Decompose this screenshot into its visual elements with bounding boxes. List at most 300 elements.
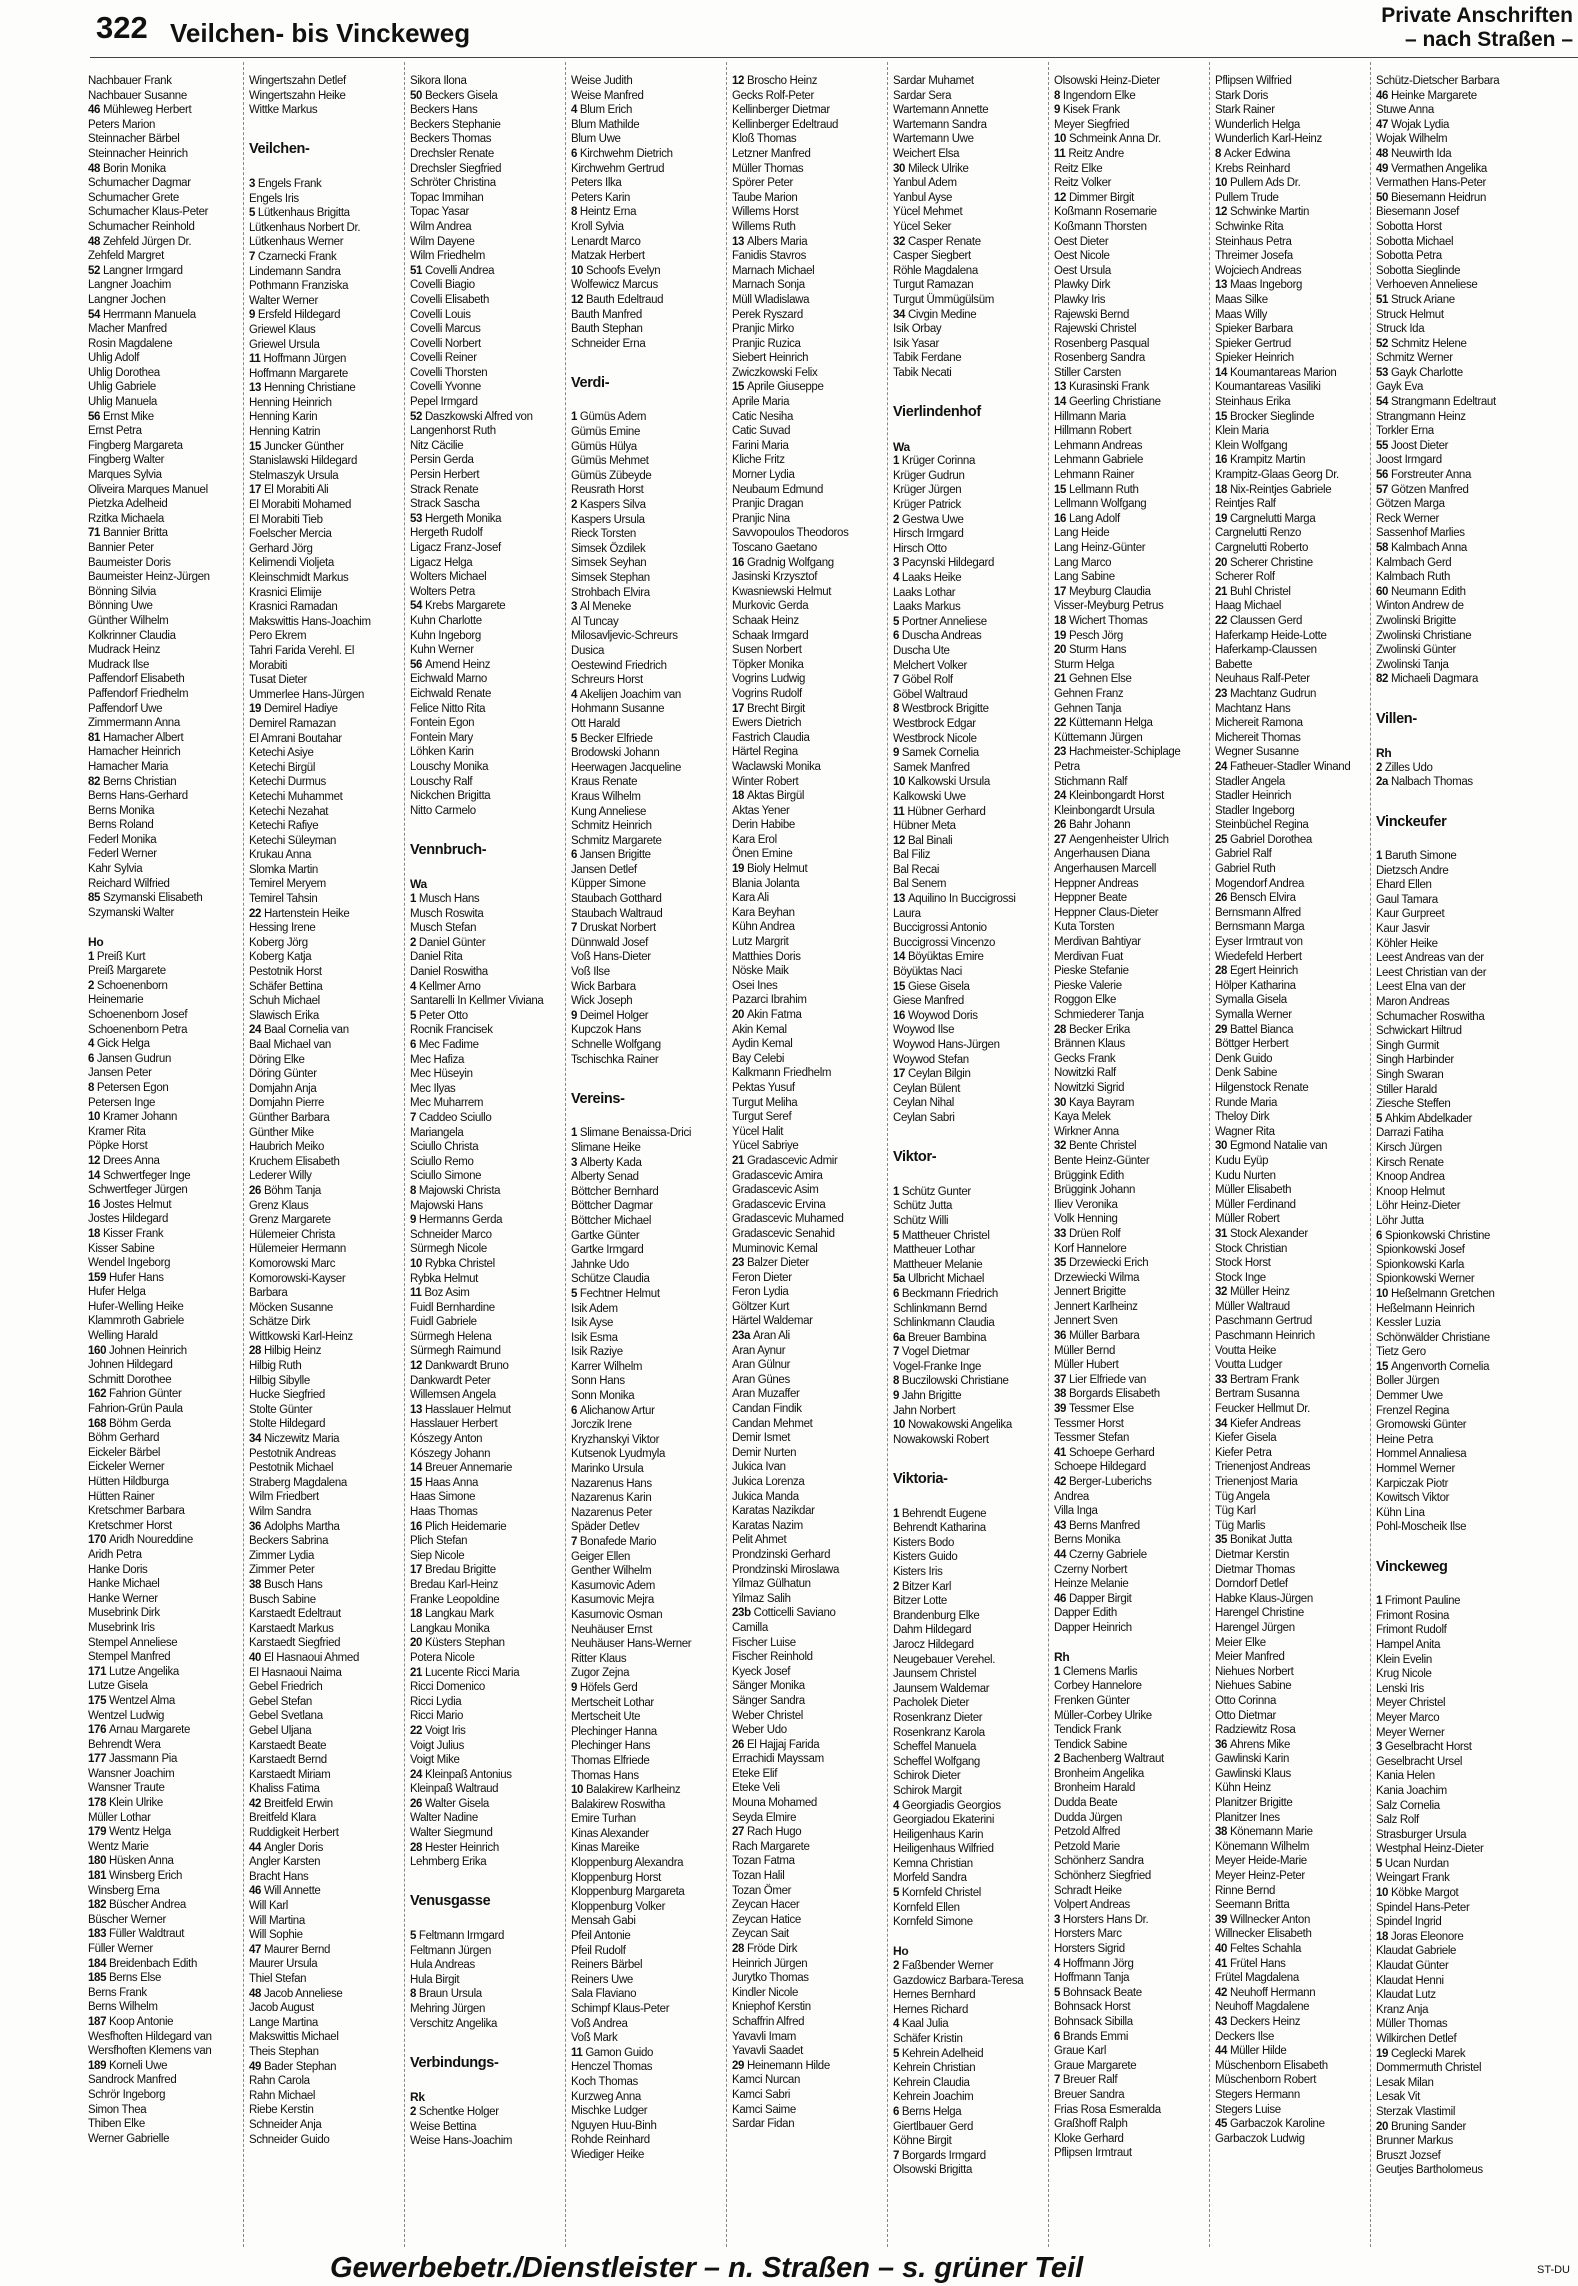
resident-entry: Makswittis Michael: [249, 2031, 339, 2044]
resident-entry: Frimont Rudolf: [1376, 1624, 1447, 1637]
resident-entry: Hula Andreas: [410, 1959, 475, 1972]
resident-entry: 26 El Hajjaj Farida: [732, 1738, 820, 1751]
resident-entry: Zimmermann Anna: [88, 717, 180, 730]
resident-entry: Reitz Elke: [1054, 162, 1103, 175]
resident-entry: Griewel Klaus: [249, 323, 316, 336]
resident-entry: Tusat Dieter: [249, 674, 308, 687]
resident-entry: Will Karl: [249, 1900, 289, 1913]
resident-entry: Hufer Helga: [88, 1286, 146, 1299]
resident-entry: Pranjic Dragan: [732, 498, 804, 511]
resident-entry: [1376, 1535, 1526, 1550]
resident-entry: 168 Böhm Gerda: [88, 1417, 171, 1430]
resident-entry: Demirel Ramazan: [249, 717, 336, 730]
resident-entry: Mec Muharrem: [410, 1097, 484, 1110]
resident-entry: Kaur Jasvir: [1376, 923, 1430, 936]
resident-entry: 21 Buhl Christel: [1215, 585, 1291, 598]
resident-entry: Kószegy Johann: [410, 1447, 491, 1460]
resident-entry: 30 Kaya Bayram: [1054, 1096, 1135, 1109]
resident-entry: 46 Mühleweg Herbert: [88, 104, 192, 117]
resident-entry: Hessing Irene: [249, 922, 316, 935]
resident-entry: [1376, 732, 1526, 747]
resident-entry: 20 Sturm Hans: [1054, 644, 1127, 657]
resident-entry: 22 Claussen Gerd: [1215, 614, 1303, 627]
resident-entry: Lang Marco: [1054, 556, 1112, 569]
resident-entry: Ziesche Steffen: [1376, 1098, 1451, 1111]
resident-entry: Hernes Bernhard: [893, 1989, 976, 2002]
resident-entry: 6 Brands Emmi: [1054, 2030, 1129, 2043]
resident-entry: 3 Engels Frank: [249, 177, 322, 190]
resident-entry: 15 Aprile Giuseppe: [732, 381, 824, 394]
resident-entry: Yilmaz Gülhatun: [732, 1578, 811, 1591]
resident-entry: Candan Findik: [732, 1403, 802, 1416]
resident-entry: Tüg Angela: [1215, 1490, 1270, 1503]
resident-entry: Hasslauer Herbert: [410, 1418, 498, 1431]
resident-entry: Schaffrin Alfred: [732, 2015, 805, 2028]
resident-entry: Geiger Ellen: [571, 1550, 631, 1563]
resident-entry: Müller Hubert: [1054, 1359, 1119, 1372]
resident-entry: Gradascevic Asim: [732, 1184, 819, 1197]
resident-entry: 10 Heßelmann Gretchen: [1376, 1287, 1495, 1300]
resident-entry: [410, 2031, 560, 2046]
resident-entry: 12 Bauth Edeltraud: [571, 293, 664, 306]
resident-entry: Ernst Petra: [88, 425, 142, 438]
resident-entry: Welling Harald: [88, 1330, 158, 1343]
resident-entry: Macher Manfred: [88, 323, 167, 336]
resident-entry: Covelli Norbert: [410, 337, 481, 350]
resident-entry: 5 Kehrein Adelheid: [893, 2047, 984, 2060]
resident-entry: Sonn Hans: [571, 1375, 625, 1388]
resident-entry: Uhlig Manuela: [88, 396, 157, 409]
resident-entry: 42 Berger-Luberichs: [1054, 1476, 1152, 1488]
column-divider: [243, 62, 244, 2247]
resident-entry: 5 Fechtner Helmut: [571, 1287, 660, 1300]
resident-entry: Dankwardt Peter: [410, 1374, 491, 1387]
resident-entry: Niehues Norbert: [1215, 1665, 1294, 1678]
resident-entry: Gebel Friedrich: [249, 1681, 323, 1694]
resident-entry: 5 Portner Anneliese: [893, 615, 987, 628]
resident-entry: Leest Christian van der: [1376, 966, 1487, 979]
resident-entry: Tozan Fatma: [732, 1855, 795, 1868]
resident-entry: Spionkowski Karla: [1376, 1258, 1465, 1271]
resident-entry: Verschitz Angelika: [410, 2017, 498, 2030]
resident-entry: Bitzer Lotte: [893, 1595, 947, 1608]
resident-entry: Covelli Thorsten: [410, 366, 488, 379]
resident-entry: Gecks Frank: [1054, 1052, 1116, 1065]
resident-entry: Rosin Magdalene: [88, 337, 173, 350]
resident-entry: Angler Karsten: [249, 1856, 321, 1869]
resident-entry: 22 Hartenstein Heike: [249, 907, 350, 920]
resident-entry: Sciullo Simone: [410, 1170, 482, 1183]
resident-entry: 11 Hoffmann Jürgen: [249, 353, 347, 366]
resident-entry: Mudrack Heinz: [88, 644, 161, 657]
resident-entry: 176 Arnau Margarete: [88, 1724, 191, 1737]
resident-entry: 19 Cargnelutti Marga: [1215, 512, 1316, 525]
resident-entry: Mec Hafiza: [410, 1053, 465, 1066]
resident-entry: Singh Gurmit: [1376, 1039, 1439, 1052]
resident-entry: Isik Esma: [571, 1331, 618, 1344]
resident-entry: Könemann Wilhelm: [1215, 1840, 1310, 1853]
resident-entry: Kloß Thomas: [732, 133, 797, 146]
resident-entry: Jennert Karlheinz: [1054, 1300, 1138, 1313]
resident-entry: Demir Nurten: [732, 1446, 797, 1459]
resident-entry: Ummerlee Hans-Jürgen: [249, 688, 365, 701]
resident-entry: Kuhn Charlotte: [410, 614, 482, 627]
resident-entry: Lesak Milan: [1376, 2076, 1434, 2089]
resident-entry: 6 Beckmann Friedrich: [893, 1287, 998, 1300]
resident-entry: Neuhoff Magdalene: [1215, 2001, 1310, 2014]
resident-entry: Meyer Heide-Marie: [1215, 1855, 1307, 1868]
resident-entry: Graue Karl: [1054, 2045, 1107, 2058]
resident-entry: Zimmer Peter: [249, 1564, 315, 1577]
resident-entry: 57 Götzen Manfred: [1376, 483, 1469, 496]
resident-entry: [893, 1447, 1043, 1462]
resident-entry: Villa Inga: [1054, 1505, 1098, 1518]
resident-entry: Sikora Ilona: [410, 75, 467, 87]
resident-entry: 16 Jostes Helmut: [88, 1198, 172, 1211]
resident-entry: Gayk Eva: [1376, 381, 1424, 394]
resident-entry: 33 Drüen Rolf: [1054, 1227, 1121, 1240]
resident-entry: Berns Monika: [88, 804, 155, 817]
resident-entry: 7 Druskat Norbert: [571, 922, 656, 935]
resident-entry: Stelmaszyk Ursula: [249, 469, 339, 482]
resident-entry: [410, 1914, 560, 1929]
resident-entry: Müller Thomas: [1376, 2018, 1448, 2031]
resident-entry: Rohde Reinhard: [571, 2134, 650, 2147]
resident-entry: Buccigrossi Antonio: [893, 922, 987, 935]
directory-column-1: [88, 74, 238, 2146]
resident-entry: Schumacher Grete: [88, 191, 179, 204]
resident-entry: Reintjes Ralf: [1215, 498, 1276, 511]
resident-entry: Döring Elke: [249, 1053, 305, 1066]
resident-entry: Kara Erol: [732, 833, 777, 846]
resident-entry: Wartemann Sandra: [893, 118, 987, 131]
resident-entry: Kupczok Hans: [571, 1024, 641, 1037]
resident-entry: Reiners Uwe: [571, 1973, 633, 1986]
resident-entry: Szymanski Walter: [88, 906, 174, 919]
resident-entry: 20 Bruning Sander: [1376, 2120, 1466, 2133]
resident-entry: 10 Schoofs Evelyn: [571, 264, 661, 277]
resident-entry: 17 Ceylan Bilgin: [893, 1068, 971, 1081]
resident-entry: 23 Balzer Dieter: [732, 1257, 809, 1270]
resident-entry: Yücel Mehmet: [893, 206, 963, 219]
resident-entry: Kehrein Claudia: [893, 2076, 970, 2089]
resident-entry: [571, 351, 721, 366]
resident-entry: Böttcher Bernhard: [571, 1185, 659, 1198]
resident-entry: Koberg Katja: [249, 951, 312, 964]
resident-entry: Tüg Karl: [1215, 1505, 1256, 1518]
resident-entry: Lenardt Marco: [571, 235, 641, 248]
resident-entry: Stegers Hermann: [1215, 2088, 1300, 2101]
resident-entry: Slawisch Erika: [249, 1009, 319, 1022]
resident-entry: 21 Gradascevic Admir: [732, 1154, 838, 1167]
resident-entry: Yavavli Saadet: [732, 2045, 803, 2058]
directory-column-6: [893, 74, 1043, 2178]
resident-entry: Breitfeld Klara: [249, 1812, 316, 1825]
resident-entry: Nitto Carmelo: [410, 804, 476, 817]
resident-entry: Winsberg Erna: [88, 1884, 160, 1897]
resident-entry: Covelli Reiner: [410, 352, 477, 365]
resident-entry: Covelli Marcus: [410, 323, 481, 336]
resident-entry: Khaliss Fatima: [249, 1783, 320, 1796]
resident-entry: Rosenberg Sandra: [1054, 352, 1145, 365]
resident-entry: 5 Ahkim Abdelkader: [1376, 1112, 1472, 1125]
resident-entry: Slimane Heike: [571, 1141, 641, 1154]
resident-entry: Drzewiecki Wilma: [1054, 1271, 1140, 1284]
resident-entry: Feltmann Jürgen: [410, 1944, 492, 1957]
resident-entry: Prondzinski Miroslawa: [732, 1563, 840, 1576]
resident-entry: Müller Waltraud: [1215, 1300, 1290, 1313]
resident-entry: 41 Frütel Hans: [1215, 1957, 1286, 1970]
resident-entry: Bay Celebi: [732, 1052, 785, 1065]
resident-entry: Matzak Herbert: [571, 250, 645, 263]
resident-entry: Korf Hannelore: [1054, 1242, 1127, 1255]
resident-entry: Fingberg Margareta: [88, 439, 183, 452]
resident-entry: Ritter Klaus: [571, 1652, 627, 1665]
resident-entry: Baumeister Doris: [88, 556, 171, 569]
resident-entry: Czerny Norbert: [1054, 1563, 1128, 1576]
resident-entry: 28 Becker Erika: [1054, 1023, 1130, 1036]
resident-entry: Kindler Nicole: [732, 1986, 799, 1999]
resident-entry: Ketechi Nezahat: [249, 805, 329, 818]
resident-entry: Meyer Heinz-Peter: [1215, 1870, 1305, 1883]
resident-entry: Thiel Stefan: [249, 1973, 307, 1985]
resident-entry: Strack Sascha: [410, 498, 480, 511]
resident-entry: Kutsenok Lyudmyla: [571, 1448, 665, 1461]
resident-entry: 82 Berns Christian: [88, 775, 177, 788]
resident-entry: [571, 396, 721, 411]
resident-entry: Stock Christian: [1215, 1242, 1288, 1255]
resident-entry: 8 Ingendorn Elke: [1054, 89, 1136, 102]
resident-entry: Jukica Ivan: [732, 1461, 786, 1474]
resident-entry: Kloppenburg Margareta: [571, 1886, 685, 1899]
resident-entry: Stempel Manfred: [88, 1651, 171, 1664]
resident-entry: Sänger Sandra: [732, 1694, 805, 1707]
resident-entry: Singh Harbinder: [1376, 1054, 1454, 1067]
resident-entry: Seyda Elmire: [732, 1811, 797, 1824]
resident-entry: Merdivan Bahtiyar: [1054, 936, 1141, 949]
resident-entry: Wilm Friedhelm: [410, 250, 485, 263]
resident-entry: Frias Rosa Esmeralda: [1054, 2103, 1161, 2116]
resident-entry: Garbaczok Ludwig: [1215, 2132, 1305, 2145]
resident-entry: Fischer Reinhold: [732, 1651, 813, 1664]
resident-entry: Melchert Volker: [893, 659, 968, 672]
resident-entry: Stiller Harald: [1376, 1083, 1437, 1096]
resident-entry: [1054, 1636, 1204, 1651]
resident-entry: 5 Mattheuer Christel: [893, 1229, 990, 1242]
resident-entry: Schäfer Bettina: [249, 980, 323, 993]
resident-entry: Barbara: [249, 1287, 288, 1300]
resident-entry: 34 Kiefer Andreas: [1215, 1417, 1301, 1430]
resident-entry: Topac Yasar: [410, 206, 470, 219]
resident-entry: Otto Dietmar: [1215, 1709, 1276, 1722]
resident-entry: Hirsch Otto: [893, 542, 947, 555]
resident-entry: 71 Bannier Britta: [88, 527, 168, 540]
resident-entry: Kinas Mareike: [571, 1842, 640, 1855]
resident-entry: Olsowski Heinz-Dieter: [1054, 75, 1160, 87]
resident-entry: Bente Heinz-Günter: [1054, 1154, 1150, 1167]
resident-entry: 14 Böyüktas Emire: [893, 951, 984, 964]
resident-entry: Plich Stefan: [410, 1535, 468, 1548]
resident-entry: Turgut Meliha: [732, 1096, 798, 1109]
resident-entry: Heppner Andreas: [1054, 877, 1139, 890]
district-code: Rh: [1054, 1650, 1070, 1665]
resident-entry: Sobotta Michael: [1376, 235, 1454, 248]
resident-entry: [893, 425, 1043, 440]
resident-entry: Kwasniewski Helmut: [732, 585, 832, 598]
resident-entry: Symalla Werner: [1215, 1009, 1292, 1021]
resident-entry: Krüger Jürgen: [893, 484, 962, 497]
resident-entry: Slomka Martin: [249, 863, 318, 876]
resident-entry: 6 Kirchwehm Dietrich: [571, 147, 673, 160]
resident-entry: Maas Silke: [1215, 293, 1268, 306]
resident-entry: Fingberg Walter: [88, 454, 165, 467]
resident-entry: 6 Jansen Gudrun: [88, 1052, 171, 1065]
resident-entry: Ricci Lydia: [410, 1695, 462, 1708]
resident-entry: Koßmann Rosemarie: [1054, 206, 1157, 219]
resident-entry: Mertscheit Ute: [571, 1711, 641, 1724]
resident-entry: Kara Beyhan: [732, 906, 795, 919]
resident-entry: 5 Peter Otto: [410, 1009, 468, 1022]
resident-entry: Osei Ines: [732, 979, 778, 992]
resident-entry: Sciullo Remo: [410, 1155, 474, 1168]
resident-entry: Spindel Ingrid: [1376, 1916, 1442, 1929]
resident-entry: 10 Köbke Margot: [1376, 1887, 1459, 1900]
resident-entry: 3 Alberty Kada: [571, 1156, 642, 1169]
resident-entry: Blum Uwe: [571, 133, 621, 146]
street-heading: Viktoria-: [893, 1471, 948, 1488]
resident-entry: Lang Heinz-Günter: [1054, 542, 1146, 554]
resident-entry: Weise Bettina: [410, 2120, 477, 2133]
resident-entry: Schnelle Wolfgang: [571, 1039, 661, 1051]
resident-entry: Isik Yasar: [893, 337, 939, 350]
resident-entry: Kraus Renate: [571, 776, 638, 789]
resident-entry: El Amrani Boutahar: [249, 732, 342, 745]
resident-entry: Visser-Meyburg Petrus: [1054, 600, 1164, 613]
resident-entry: Wojak Wilhelm: [1376, 133, 1448, 146]
resident-entry: Jorczik Irene: [571, 1419, 632, 1432]
resident-entry: Weise Hans-Joachim: [410, 2135, 513, 2148]
resident-entry: 15 Juncker Günther: [249, 440, 344, 453]
resident-entry: Feucker Hellmut Dr.: [1215, 1403, 1310, 1416]
resident-entry: Pieske Valerie: [1054, 979, 1122, 992]
resident-entry: Schimpf Klaus-Peter: [571, 2003, 670, 2015]
resident-entry: 2 Kaspers Silva: [571, 499, 646, 512]
resident-entry: El Morabiti Mohamed: [249, 499, 352, 512]
resident-entry: Brüggink Johann: [1054, 1184, 1136, 1197]
resident-entry: Struck Helmut: [1376, 308, 1444, 321]
resident-entry: Zwolinski Günter: [1376, 644, 1457, 657]
resident-entry: Eickeler Bärbel: [88, 1446, 161, 1459]
resident-entry: Walter Nadine: [410, 1812, 478, 1825]
resident-entry: Jaunsem Christel: [893, 1668, 977, 1681]
resident-entry: 1 Krüger Corinna: [893, 455, 975, 468]
resident-entry: Schütz-Dietscher Barbara: [1376, 75, 1500, 87]
resident-entry: Struck Ida: [1376, 323, 1425, 336]
resident-entry: Potera Nicole: [410, 1651, 475, 1664]
resident-entry: 26 Bensch Elvira: [1215, 892, 1296, 905]
resident-entry: Kühn Heinz: [1215, 1782, 1271, 1795]
resident-entry: Klaudat Gabriele: [1376, 1945, 1457, 1958]
column-divider: [1209, 62, 1210, 2247]
resident-entry: Zimmer Lydia: [249, 1549, 315, 1562]
resident-entry: Paschmann Heinrich: [1215, 1330, 1315, 1343]
resident-entry: 21 Gehnen Else: [1054, 673, 1132, 686]
resident-entry: 60 Neumann Edith: [1376, 585, 1466, 598]
resident-entry: 7 Caddeo Sciullo: [410, 1111, 492, 1124]
resident-entry: 56 Ernst Mike: [88, 410, 154, 423]
resident-entry: Maurer Ursula: [249, 1958, 318, 1971]
resident-entry: Preiß Margarete: [88, 965, 166, 978]
resident-entry: Willems Ruth: [732, 220, 796, 233]
resident-entry: Henning Katrin: [249, 426, 321, 439]
resident-entry: Krasnici Ramadan: [249, 601, 338, 614]
directory-column-4: [571, 74, 721, 2163]
resident-entry: Stolte Hildegard: [249, 1418, 326, 1431]
resident-entry: Ceylan Sabri: [893, 1111, 955, 1124]
resident-entry: Sänger Monika: [732, 1680, 805, 1693]
resident-entry: 10 Nowakowski Angelika: [893, 1419, 1012, 1432]
district-code: Wa: [893, 439, 910, 454]
resident-entry: Langenhorst Ruth: [410, 425, 496, 438]
resident-entry: Corbey Hannelore: [1054, 1680, 1142, 1693]
resident-entry: Kalkmann Friedhelm: [732, 1067, 832, 1080]
resident-entry: Petzold Marie: [1054, 1840, 1120, 1853]
resident-entry: Eichwald Marno: [410, 673, 487, 686]
resident-entry: Kudu Nurten: [1215, 1169, 1276, 1182]
resident-entry: 15 Brocker Sieglinde: [1215, 410, 1315, 423]
resident-entry: Kung Anneliese: [571, 805, 647, 818]
resident-entry: 1 Schütz Gunter: [893, 1185, 971, 1198]
resident-entry: 2 Schentke Holger: [410, 2105, 499, 2118]
resident-entry: Sardar Sera: [893, 89, 952, 102]
resident-entry: Wolfewicz Marcus: [571, 279, 658, 292]
resident-entry: 177 Jassmann Pia: [88, 1753, 178, 1766]
resident-entry: Frenzel Regina: [1376, 1404, 1450, 1417]
resident-entry: Weber Udo: [732, 1724, 787, 1737]
resident-entry: Eyser Irmtraut von: [1215, 936, 1303, 949]
resident-entry: Topac Immihan: [410, 191, 484, 204]
resident-entry: Hommel Annaliesa: [1376, 1448, 1467, 1461]
resident-entry: 185 Berns Else: [88, 1972, 162, 1985]
resident-entry: Klaudat Lutz: [1376, 1989, 1436, 2002]
resident-entry: Röhle Magdalena: [893, 264, 978, 277]
resident-entry: Tessmer Horst: [1054, 1417, 1124, 1430]
resident-entry: Kleinbongardt Ursula: [1054, 804, 1155, 817]
resident-entry: Pestotnik Horst: [249, 966, 322, 979]
resident-entry: Hilgenstock Renate: [1215, 1081, 1309, 1094]
resident-entry: 40 Feltes Schahla: [1215, 1943, 1302, 1955]
resident-entry: Kaya Melek: [1054, 1111, 1111, 1124]
resident-entry: Hölper Katharina: [1215, 979, 1296, 992]
resident-entry: 24 Fatheuer-Stadler Winand: [1215, 760, 1351, 773]
resident-entry: Wansner Traute: [88, 1782, 165, 1795]
resident-entry: Bernsmann Alfred: [1215, 906, 1301, 919]
resident-entry: Angerhausen Diana: [1054, 848, 1150, 861]
resident-entry: Tietz Gero: [1376, 1346, 1426, 1359]
resident-entry: Kuhn Werner: [410, 644, 474, 657]
resident-entry: Wagner Rita: [1215, 1125, 1275, 1138]
resident-entry: Hula Birgit: [410, 1973, 460, 1986]
resident-entry: Müller Elisabeth: [1215, 1184, 1292, 1197]
resident-entry: Günther Mike: [249, 1126, 314, 1139]
resident-entry: Kehrein Christian: [893, 2062, 976, 2075]
resident-entry: 16 Lang Adolf: [1054, 512, 1120, 525]
resident-entry: 13 Aquilino In Buccigrossi: [893, 893, 1016, 906]
resident-entry: Bronheim Harald: [1054, 1782, 1136, 1795]
resident-entry: [571, 1067, 721, 1082]
resident-entry: Krüger Gudrun: [893, 469, 965, 482]
resident-entry: 48 Borin Monika: [88, 162, 166, 175]
